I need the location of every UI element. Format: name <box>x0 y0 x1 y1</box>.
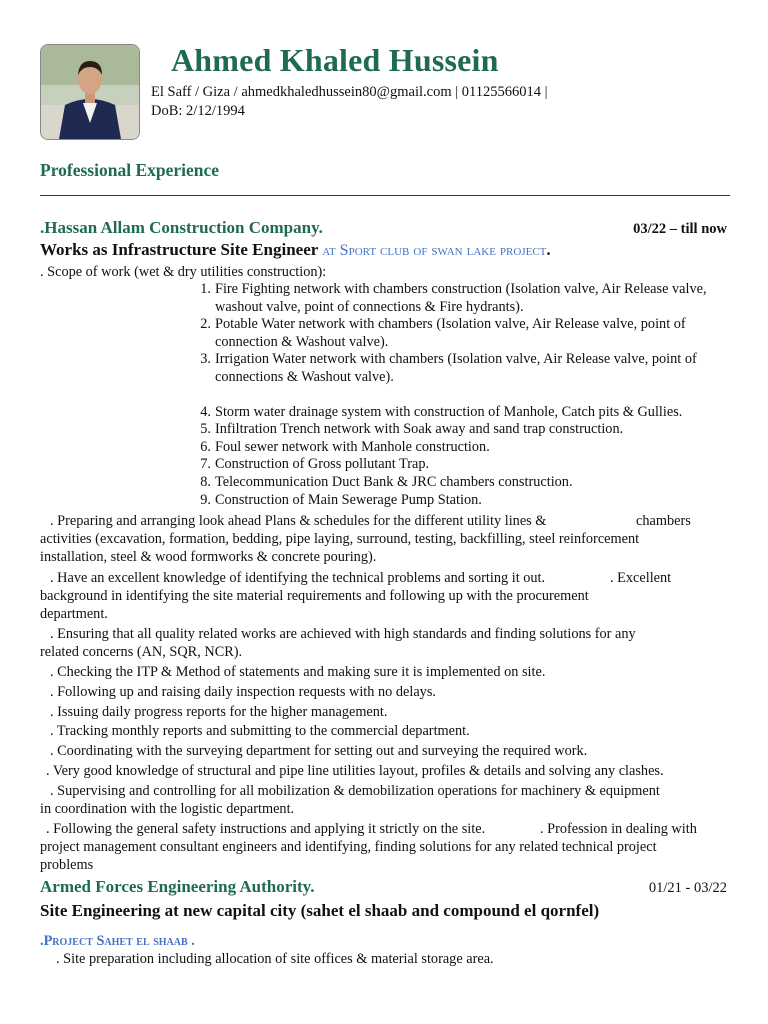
job2-company: Armed Forces Engineering Authority. <box>40 877 315 896</box>
list-item: 5. Infiltration Trench network with Soak away and sand trap construction. <box>200 421 624 438</box>
duty-5: . Following up and raising daily inspection requests with no delays. <box>50 684 436 700</box>
duty-4: . Checking the ITP & Method of statements and making sure it is implemented on site. <box>50 664 546 680</box>
duty-3-cont: related concerns (AN, SQR, NCR). <box>40 644 243 660</box>
section-divider <box>40 195 730 196</box>
list-item: 1. Fire Fighting network with chambers construction (Isolation valve, Air Release valve, washout valve, point of connections & Fire hydrants). <box>200 281 707 315</box>
contact-line: El Saff / Giza / ahmedkhaledhussein80@gmail.com | 01125566014 | <box>151 84 548 100</box>
duty-11: . Following the general safety instructions and applying it strictly on the site. <box>46 821 486 837</box>
job2-date: 01/21 - 03/22 <box>648 880 727 896</box>
job1-role <box>40 240 551 260</box>
job2-project: .Project Sahet el shaab . <box>40 933 195 949</box>
duty-8: . Coordinating with the surveying department for setting out and surveying the required work. <box>50 743 588 759</box>
list-item: 6. Foul sewer network with Manhole construction. <box>200 438 490 455</box>
job1-date: 03/22 – till now <box>633 221 727 237</box>
duty-2: . Have an excellent knowledge of identifying the technical problems and sorting it out. <box>50 570 546 586</box>
list-item: 7. Construction of Gross pollutant Trap. <box>200 456 430 473</box>
duty-10-cont: in coordination with the logistic department. <box>40 801 295 817</box>
duty-1-tail: chambers <box>636 513 691 529</box>
duty-9: . Very good knowledge of structural and pipe line utilities layout, profiles & details and solving any clashes. <box>46 763 664 779</box>
duty-11-tail: . Profession in dealing with <box>540 821 697 837</box>
duty-7: . Tracking monthly reports and submitting to the commercial department. <box>50 723 470 739</box>
duty-1-cont: activities (excavation, formation, bedding, pipe laying, surround, testing, backfilling, steel reinforcement <box>40 531 640 547</box>
scope-list <box>200 281 730 509</box>
job1-role-location: at Sport club of swan lake project <box>322 242 547 259</box>
duty-2-cont: background in identifying the site material requirements and following up with the procurement <box>40 588 589 604</box>
date-of-birth: DoB: 2/12/1994 <box>151 103 245 119</box>
duty-11-cont: problems <box>40 857 94 873</box>
list-item: 2. Potable Water network with chambers (Isolation valve, Air Release valve, point of connection & Washout valve). <box>200 316 686 350</box>
profile-photo <box>40 44 140 140</box>
duty-6: . Issuing daily progress reports for the higher management. <box>50 704 388 720</box>
duty-2-tail: . Excellent <box>610 570 672 586</box>
list-item: 4. Storm water drainage system with construction of Manhole, Catch pits & Gullies. <box>200 403 683 420</box>
job1-company: .Hassan Allam Construction Company. <box>40 218 323 237</box>
scope-intro: . Scope of work (wet & dry utilities construction): <box>40 264 327 280</box>
duty-10: . Supervising and controlling for all mobilization & demobilization operations for machinery & equipment <box>50 783 660 799</box>
candidate-name: Ahmed Khaled Hussein <box>171 42 499 78</box>
duty-11-cont: project management consultant engineers and identifying, finding solutions for any related technical project <box>40 839 657 855</box>
duty-1: . Preparing and arranging look ahead Plans & schedules for the different utility lines & <box>50 513 547 529</box>
contact-info <box>151 83 548 121</box>
job2-item: . Site preparation including allocation of site offices & material storage area. <box>56 951 494 967</box>
section-title: Professional Experience <box>40 160 220 180</box>
person-photo-icon <box>41 45 139 139</box>
job2-role: Site Engineering at new capital city (sahet el shaab and compound el qornfel) <box>40 901 600 920</box>
duty-3: . Ensuring that all quality related works are achieved with high standards and finding solutions for any <box>50 626 636 642</box>
list-item: 3. Irrigation Water network with chambers (Isolation valve, Air Release valve, point of connections & Washout valve). <box>200 351 697 385</box>
job1-role-end: . <box>546 240 551 259</box>
duty-2-cont: department. <box>40 606 108 622</box>
job1-role-title: Works as Infrastructure Site Engineer <box>40 240 318 259</box>
duty-1-cont: installation, steel & wood formworks & concrete pouring). <box>40 549 377 565</box>
list-item: 8. Telecommunication Duct Bank & JRC chambers construction. <box>200 473 573 490</box>
list-item: 9. Construction of Main Sewerage Pump Station. <box>200 491 482 508</box>
